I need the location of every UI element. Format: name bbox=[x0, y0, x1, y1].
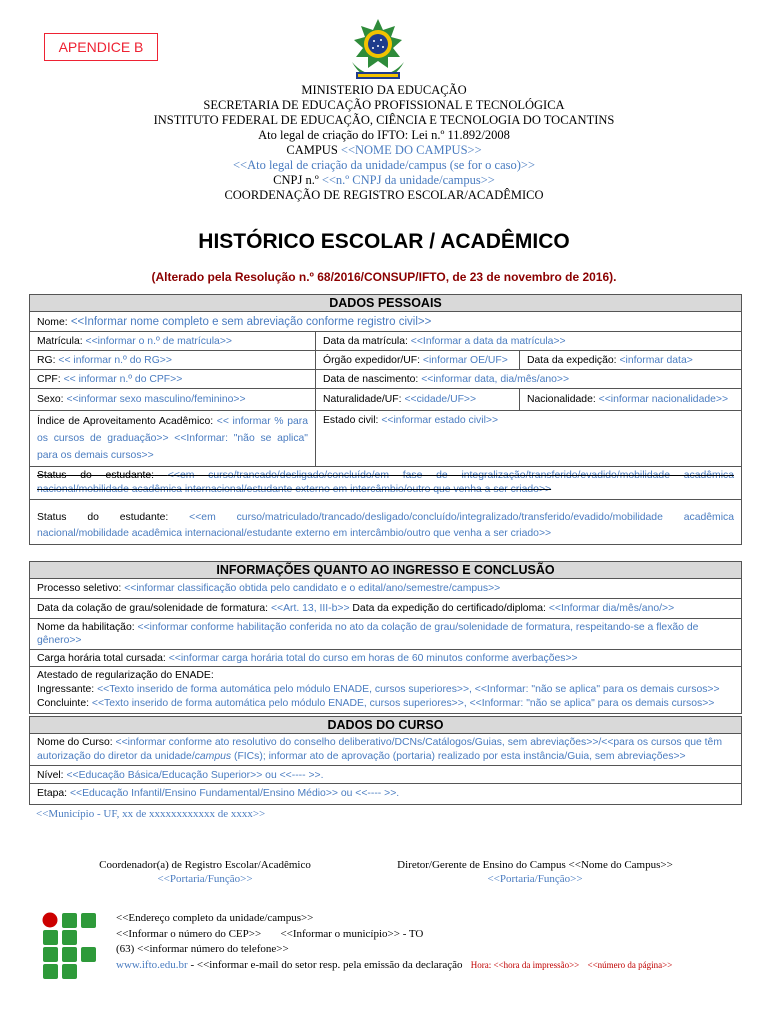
status-row: Status do estudante: <<em curso/matriculado/trancado/desligado/concluído/integralizado/transferido/evadido/mobilidade acadêmica nacional/mobilidade acadêmica internacional/estudante externo em intercâmbio/outro que venha a ser criado>> bbox=[37, 512, 734, 539]
course-section bbox=[29, 716, 742, 805]
header-campus: CAMPUS <<NOME DO CAMPUS>> bbox=[286, 143, 482, 157]
place-date: <<Município - UF, xx de xxxxxxxxxxxx de xxxx>> bbox=[36, 808, 266, 820]
cpf-row: CPF: << informar n.º do CPF>> Data de nascimento: <<informar data, dia/mês/ano>> bbox=[30, 370, 741, 389]
personal-data-heading: DADOS PESSOAIS bbox=[30, 295, 741, 312]
footer-web-email: www.ifto.edu.br - <<informar e-mail do setor resp. pela emissão da declaração Hora: <<hora da impressão>> <<número da página>> bbox=[116, 958, 673, 971]
site-link[interactable]: www.ifto.edu.br bbox=[116, 958, 188, 971]
header-campus-act: <<Ato legal de criação da unidade/campus (se for o caso)>> bbox=[232, 158, 536, 172]
page-number: <<número da página>> bbox=[587, 959, 673, 970]
course-name-row: Nome do Curso: <<informar conforme ato resolutivo do conselho deliberativo/DCNs/Catálogos/Guias, sem abreviações>>/<<para os cursos que têm autorização do diretor da unidade/campus (FICs); informar ato de aprovação (portaria) realizado por esta instância/Guia, sem abreviações>> bbox=[30, 734, 741, 766]
signature-director: Diretor/Gerente de Ensino do Campus <<Nome do Campus>> <<Portaria/Função>> bbox=[397, 859, 673, 885]
signature-coordinator: Coordenador(a) de Registro Escolar/Acadêmico <<Portaria/Função>> bbox=[99, 859, 311, 885]
graduation-date-row: Data da colação de grau/solenidade de formatura: <<Art. 13, III-b>> Data da expedição do certificado/diploma: <<Informar dia/mês/ano/>> bbox=[30, 599, 741, 619]
page-subtitle: (Alterado pela Resolução n.º 68/2016/CONSUP/IFTO, de 23 de novembro de 2016). bbox=[151, 270, 617, 284]
selection-row: Processo seletivo: <<informar classificação obtida pelo candidato e o edital/ano/semestre/campus>> bbox=[30, 579, 741, 599]
rg-row: RG: << informar n.º do RG>> Órgão expedidor/UF: <informar OE/UF> Data da expedição: <informar data> bbox=[30, 351, 741, 370]
stage-row: Etapa: <<Educação Infantil/Ensino Fundamental/Ensino Médio>> ou <<---- >>. bbox=[37, 788, 400, 799]
footer-cep-city: <<Informar o número do CEP>> <<Informar o município>> - TO bbox=[116, 927, 424, 940]
status-old-row: Status do estudante: <<em curso/trancado/desligado/concluído/em fase de integralização/transferido/evadido/mobilidade acadêmica nacional/mobilidade acadêmica internacional/estudante externo em intercâmbio/outro que venha a ser criado>> bbox=[30, 467, 741, 500]
header-institute: INSTITUTO FEDERAL DE EDUCAÇÃO, CIÊNCIA E TECNOLOGIA DO TOCANTINS bbox=[153, 113, 615, 127]
enrollment-row: Matrícula: <<informar o n.º de matrícula>> Data da matrícula: <<Informar a data da matrícula>> bbox=[30, 332, 741, 351]
footer-phone: (63) <<informar número do telefone>> bbox=[116, 943, 289, 955]
page-title: HISTÓRICO ESCOLAR / ACADÊMICO bbox=[198, 230, 570, 253]
index-row: Índice de Aproveitamento Acadêmico: << informar % para os cursos de graduação>> <<Informar: "não se aplica" para os demais cursos>> Estado civil: <<informar estado civil>> bbox=[30, 411, 741, 467]
ifto-logo-icon bbox=[42, 912, 100, 980]
footer-contact bbox=[116, 911, 672, 973]
header-secretariat: SECRETARIA DE EDUCAÇÃO PROFISSIONAL E TECNOLÓGICA bbox=[203, 98, 565, 112]
print-time: Hora: <<hora da impressão>> bbox=[470, 959, 580, 970]
course-heading: DADOS DO CURSO bbox=[30, 717, 741, 734]
sex-row: Sexo: <<informar sexo masculino/feminino>> Naturalidade/UF: <<cidade/UF>> Nacionalidade: <<informar nacionalidade>> bbox=[30, 389, 741, 411]
name-row: Nome: <<Informar nome completo e sem abreviação conforme registro civil>> bbox=[30, 312, 741, 332]
workload-row: Carga horária total cursada: <<informar carga horária total do curso em horas de 60 minutos conforme averbações>> bbox=[30, 650, 741, 667]
header-ministry: MINISTERIO DA EDUCAÇÃO bbox=[301, 83, 467, 97]
header-legal-act: Ato legal de criação do IFTO: Lei n.º 11.892/2008 bbox=[258, 128, 510, 142]
enade-row: Atestado de regularização do ENADE: Ingressante: <<Texto inserido de forma automática pelo módulo ENADE, cursos superiores>>, <<Informar: "não se aplica" para os demais cursos>> Concluinte: <<Texto inserido de forma automática pelo módulo ENADE, cursos superiores>>, <<Informar: "não se aplica" para os demais cursos>> bbox=[37, 670, 720, 709]
qualification-row: Nome da habilitação: <<informar conforme habilitação conferida no ato da colação de grau/solenidade de formatura, respeitando-se a flexão de gênero>> bbox=[30, 619, 741, 650]
institution-header bbox=[0, 83, 768, 203]
admission-section bbox=[29, 561, 742, 714]
header-coordination: COORDENAÇÃO DE REGISTRO ESCOLAR/ACADÊMICO bbox=[224, 188, 544, 202]
apendice-label: APENDICE B bbox=[44, 33, 158, 61]
level-row: Nível: <<Educação Básica/Educação Superior>> ou <<---- >>. bbox=[30, 766, 741, 784]
footer-address: <<Endereço completo da unidade/campus>> bbox=[116, 912, 314, 924]
admission-heading: INFORMAÇÕES QUANTO AO INGRESSO E CONCLUSÃO bbox=[30, 562, 741, 579]
personal-data-section bbox=[29, 294, 742, 545]
header-cnpj: CNPJ n.º <<n.º CNPJ da unidade/campus>> bbox=[273, 173, 495, 187]
brazil-coat-of-arms-icon bbox=[344, 18, 412, 84]
